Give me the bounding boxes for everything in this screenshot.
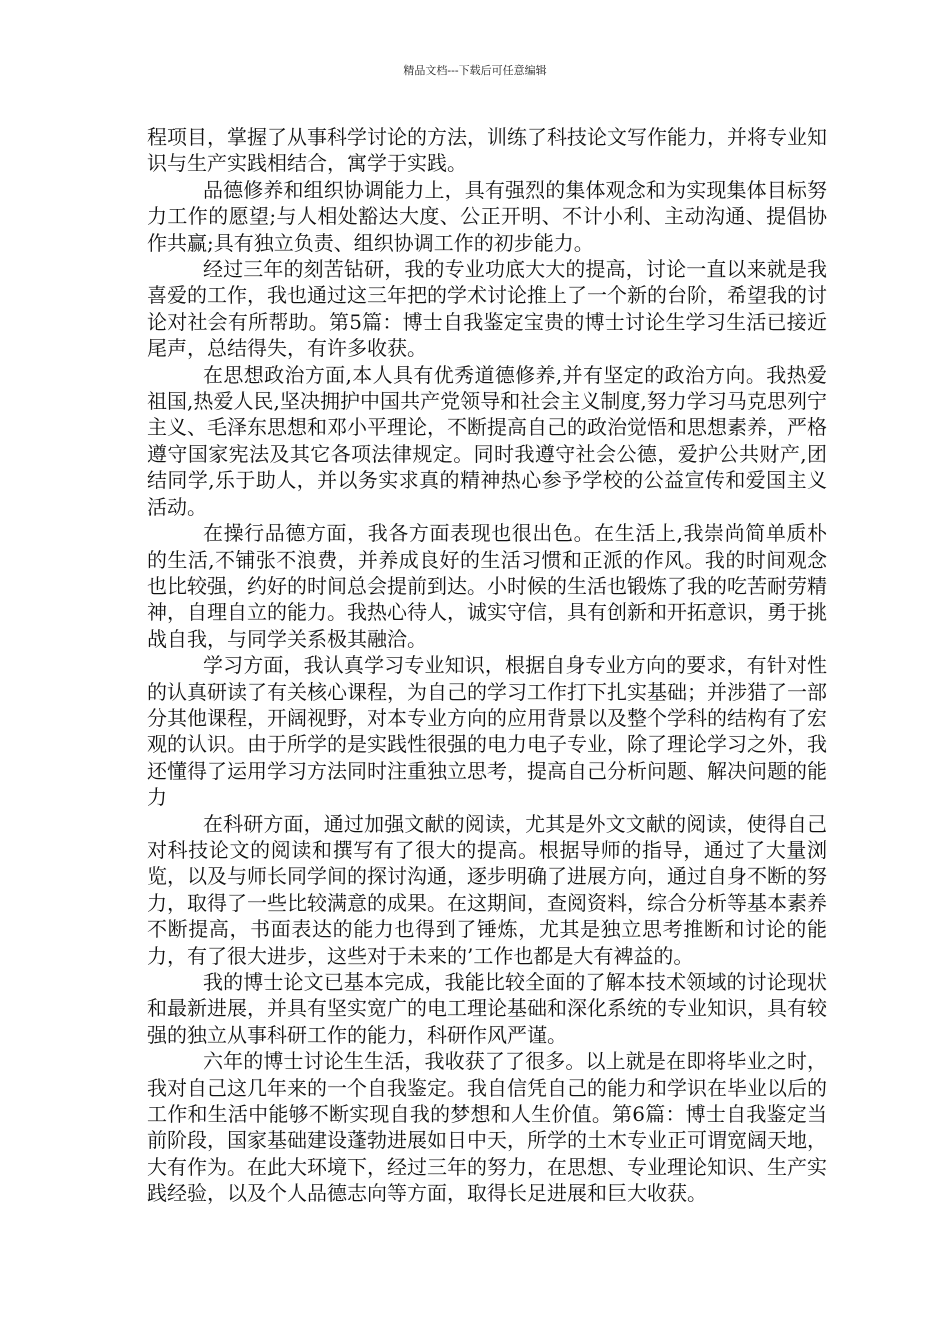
paragraph-4: 在思想政治方面,本人具有优秀道德修养,并有坚定的政治方向。我热爱祖国,热爱人民,坚决拥护中国共产党领导和社会主义制度,努力学习马克思列宁主义、毛泽东思想和邓小平理论，不断提高自己的政治觉悟和思想素养，严格遵守国家宪法及其它各项法律规定。同时我遵守社会公德，爱护公共财产,团结同学,乐于助人，并以务实求真的精神热心参予学校的公益宣传和爱国主义活动。 [147, 362, 827, 519]
page-header: 精品文档---下载后可任意编辑 [403, 64, 547, 77]
paragraph-3: 经过三年的刻苦钻研，我的专业功底大大的提高，讨论一直以来就是我喜爱的工作，我也通过这三年把的学术讨论推上了一个新的台阶，希望我的讨论对社会有所帮助。第5篇：博士自我鉴定宝贵的博士讨论生学习生活已接近尾声，总结得失，有许多收获。 [147, 257, 827, 361]
paragraph-5: 在操行品德方面，我各方面表现也很出色。在生活上,我崇尚简单质朴的生活,不铺张不浪费，并养成良好的生活习惯和正派的作风。我的时间观念也比较强，约好的时间总会提前到达。小时候的生活也锻炼了我的吃苦耐劳精神，自理自立的能力。我热心待人，诚实守信，具有创新和开拓意识，勇于挑战自我，与同学关系极其融洽。 [147, 521, 827, 651]
paragraph-8: 我的博士论文已基本完成，我能比较全面的了解本技术领域的讨论现状和最新进展，并具有坚实宽广的电工理论基础和深化系统的专业知识，具有较强的独立从事科研工作的能力，科研作风严谨。 [147, 970, 827, 1047]
paragraph-2: 品德修养和组织协调能力上，具有强烈的集体观念和为实现集体目标努力工作的愿望;与人相处豁达大度、公正开明、不计小利、主动沟通、提倡协作共赢;具有独立负责、组织协调工作的初步能力。 [147, 177, 827, 255]
paragraph-6: 学习方面，我认真学习专业知识，根据自身专业方向的要求，有针对性的认真研读了有关核心课程，为自己的学习工作打下扎实基础；并涉猎了一部分其他课程，开阔视野，对本专业方向的应用背景以及整个学科的结构有了宏观的认识。由于所学的是实践性很强的电力电子专业，除了理论学习之外，我还懂得了运用学习方法同时注重独立思考，提高自己分析问题、解决问题的能力 [147, 653, 827, 810]
paragraph-1: 程项目，掌握了从事科学讨论的方法，训练了科技论文写作能力，并将专业知识与生产实践相结合，寓学于实践。 [147, 125, 827, 176]
paragraph-7: 在科研方面，通过加强文献的阅读，尤其是外文文献的阅读，使得自己对科技论文的阅读和撰写有了很大的提高。根据导师的指导，通过了大量浏览，以及与师长同学间的探讨沟通，逐步明确了进展方向，通过自身不断的努力，取得了一些比较满意的成果。在这期间，查阅资料，综合分析等基本素养不断提高，书面表达的能力也得到了锤炼，尤其是独立思考推断和讨论的能力，有了很大进步，这些对于未来的’工作也都是大有裨益的。 [147, 811, 827, 968]
paragraph-9: 六年的博士讨论生生活，我收获了了很多。以上就是在即将毕业之时，我对自己这几年来的一个自我鉴定。我自信凭自己的能力和学识在毕业以后的工作和生活中能够不断实现自我的梦想和人生价值。第6篇：博士自我鉴定当前阶段，国家基础建设蓬勃进展如日中天，所学的土木专业正可谓宽阔天地，大有作为。在此大环境下，经过三年的努力，在思想、专业理论知识、生产实践经验，以及个人品德志向等方面，取得长足进展和巨大收获。 [147, 1049, 827, 1206]
document-body [147, 124, 827, 1207]
